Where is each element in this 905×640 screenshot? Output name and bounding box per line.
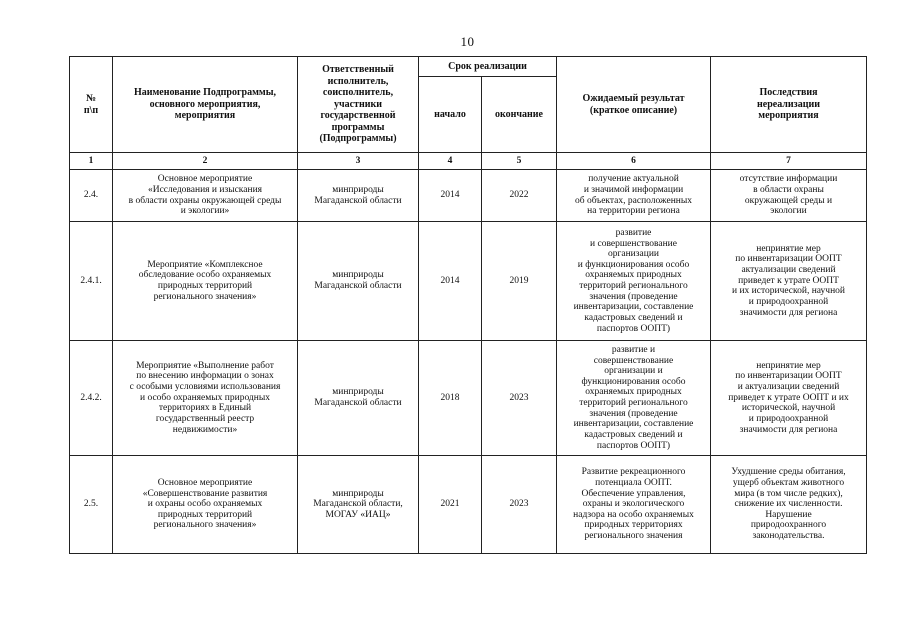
row-responsible: минприроды Магаданской области, МОГАУ «ИАЦ» — [298, 456, 419, 554]
row-num: 2.4. — [70, 170, 113, 222]
row-start: 2014 — [419, 170, 482, 222]
row-end: 2022 — [482, 170, 557, 222]
row-end: 2023 — [482, 341, 557, 456]
header-num: № п\п — [70, 57, 113, 153]
column-number: 6 — [557, 153, 711, 170]
page-number: 10 — [460, 34, 475, 49]
column-number: 2 — [113, 153, 298, 170]
row-result: Развитие рекреационного потенциала ООПТ. Обеспечение управления, охраны и экологического надзора на особо охраняемых природных территориях регионального значения — [557, 456, 711, 554]
column-number: 7 — [711, 153, 867, 170]
row-start: 2018 — [419, 341, 482, 456]
header-result: Ожидаемый результат (краткое описание) — [557, 57, 711, 153]
header-period: Срок реализации — [419, 57, 557, 77]
program-table — [69, 56, 867, 554]
row-result: развитие и совершенствование организации и функционирования особо охраняемых природных территорий регионального значения (проведение инвентаризации, составление кадастровых сведений и паспортов ООПТ) — [557, 222, 711, 341]
column-number: 4 — [419, 153, 482, 170]
header-responsible: Ответственный исполнитель, соисполнитель, участники государственной программы (Подпрограммы) — [298, 57, 419, 153]
row-num: 2.4.2. — [70, 341, 113, 456]
row-start: 2021 — [419, 456, 482, 554]
row-name: Мероприятие «Выполнение работ по внесению информации о зонах с особыми условиями использования и особо охраняемых природных территориях в Единый государственный реестр недвижимости» — [113, 341, 298, 456]
table-row — [70, 456, 867, 554]
row-name: Мероприятие «Комплексное обследование особо охраняемых природных территорий регионального значения» — [113, 222, 298, 341]
row-responsible: минприроды Магаданской области — [298, 341, 419, 456]
row-consequences: непринятие мер по инвентаризации ООПТ актуализации сведений приведет к утрате ООПТ и их исторической, научной и природоохранной значимости для региона — [711, 222, 867, 341]
table-row — [70, 170, 867, 222]
row-consequences: Ухудшение среды обитания, ущерб объектам животного мира (в том числе редких), снижение их численности. Нарушение природоохранного законодательства. — [711, 456, 867, 554]
row-num: 2.4.1. — [70, 222, 113, 341]
column-number: 1 — [70, 153, 113, 170]
row-result: развитие и совершенствование организации и функционирования особо охраняемых природных территорий регионального значения (проведение инвентаризации, составление кадастровых сведений и паспортов ООПТ) — [557, 341, 711, 456]
row-responsible: минприроды Магаданской области — [298, 222, 419, 341]
column-number: 5 — [482, 153, 557, 170]
table-row — [70, 222, 867, 341]
row-name: Основное мероприятие «Исследования и изыскания в области охраны окружающей среды и экологии» — [113, 170, 298, 222]
row-num: 2.5. — [70, 456, 113, 554]
row-result: получение актуальной и значимой информации об объектах, расположенных на территории региона — [557, 170, 711, 222]
row-end: 2019 — [482, 222, 557, 341]
column-number: 3 — [298, 153, 419, 170]
row-consequences: непринятие мер по инвентаризации ООПТ и актуализации сведений приведет к утрате ООПТ и их исторической, научной и природоохранной значимости для региона — [711, 341, 867, 456]
row-name: Основное мероприятие «Совершенствование развития и охраны особо охраняемых природных территорий регионального значения» — [113, 456, 298, 554]
header-start: начало — [419, 77, 482, 153]
row-consequences: отсутствие информации в области охраны окружающей среды и экологии — [711, 170, 867, 222]
row-end: 2023 — [482, 456, 557, 554]
header-consequences: Последствия нереализации мероприятия — [711, 57, 867, 153]
row-start: 2014 — [419, 222, 482, 341]
table-row — [70, 341, 867, 456]
header-name: Наименование Подпрограммы, основного мероприятия, мероприятия — [113, 57, 298, 153]
header-end: окончание — [482, 77, 557, 153]
column-number-row — [70, 153, 867, 170]
row-responsible: минприроды Магаданской области — [298, 170, 419, 222]
